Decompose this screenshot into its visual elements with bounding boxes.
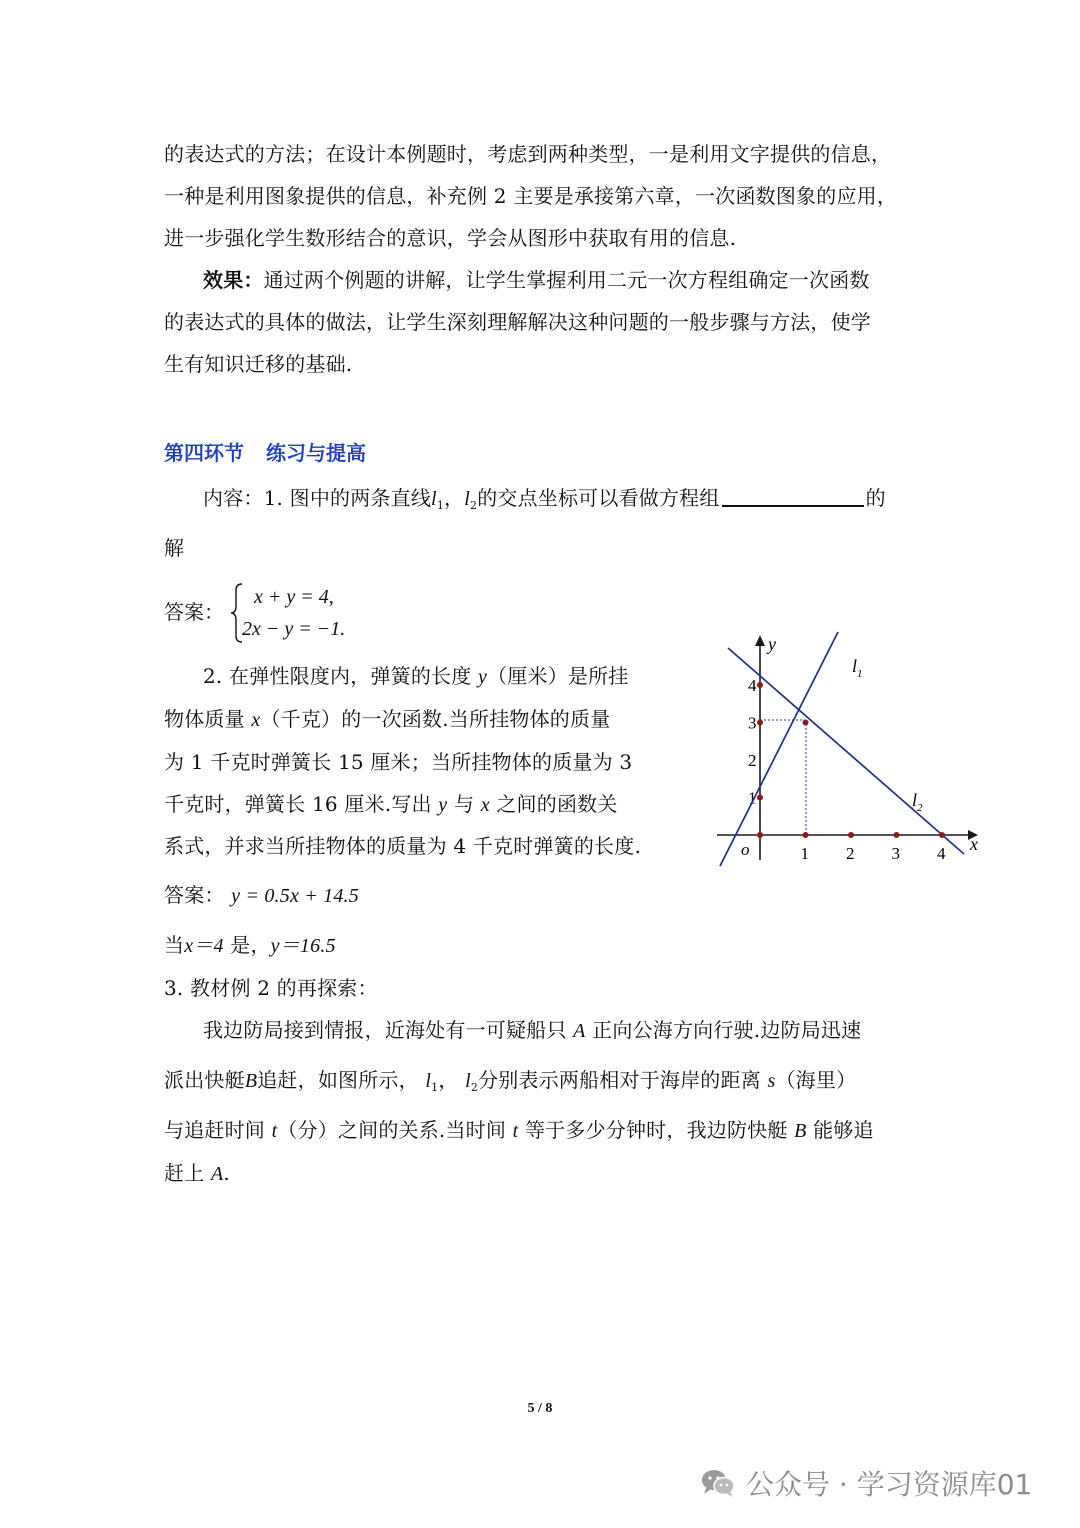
when-x: x＝4 [184, 935, 224, 957]
answer-blank [722, 487, 864, 507]
effect-line: 的表达式的具体的做法，让学生深刻理解解决这种问题的一般步骤与方法，使学 [164, 310, 871, 334]
equation-1: x + y = 4, [254, 586, 334, 608]
when-y: y＝16.5 [270, 935, 336, 957]
y-axis-arrow-icon [755, 635, 765, 646]
q2-text: （千克）的一次函数.当所挂物体的质量 [260, 707, 611, 731]
line-l2-label: $l_2$ [912, 790, 923, 814]
var-x: x [251, 709, 261, 731]
q3-text: . [223, 1161, 230, 1185]
x-axis-label: x [970, 834, 978, 854]
q2-when [164, 932, 336, 959]
section-heading [164, 437, 366, 466]
var-s: s [767, 1070, 776, 1092]
line-l1 [720, 632, 838, 866]
page-number: 5 / 8 [527, 1401, 553, 1416]
var-l2: l [465, 1070, 471, 1092]
sub-1: 1 [431, 1081, 439, 1094]
wechat-icon [700, 1468, 736, 1498]
paragraph-line: 的表达式的方法；在设计本例题时，考虑到两种类型，一是利用文字提供的信息， [164, 142, 892, 166]
effect-text: 通过两个例题的讲解，让学生掌握利用二元一次方程组确定一次函数 [263, 268, 870, 292]
q2-line [164, 706, 610, 733]
origin-label: o [741, 840, 750, 859]
graph-point [803, 832, 809, 838]
q2-line: 为 1 千克时弹簧长 15 厘米；当所挂物体的质量为 3 [164, 750, 633, 774]
line-l1-label: $l_1$ [852, 656, 863, 680]
var-A: A [210, 1163, 224, 1185]
graph-point [848, 832, 854, 838]
answer-label: 答案： [164, 883, 225, 907]
sub-1: 1 [436, 499, 445, 512]
var-B: B [244, 1070, 258, 1092]
y-axis-label: y [768, 634, 776, 654]
answer-equation: y = 0.5x + 14.5 [231, 885, 359, 907]
paragraph-line: 进一步强化学生数形结合的意识，学会从图形中获取有用的信息. [164, 226, 737, 250]
q2-text: 是， [223, 933, 271, 957]
effect-line: 生有知识迁移的基础. [164, 352, 353, 376]
q3-text: 分别表示两船相对于海岸的距离 [478, 1068, 761, 1092]
coordinate-graph [712, 628, 1002, 878]
q2-text: 当 [164, 933, 185, 957]
var-l2: l [464, 488, 470, 510]
q3-line [164, 1067, 856, 1101]
graph-point [894, 832, 900, 838]
q3-text: 正向公海方向行驶.边防局迅速 [592, 1018, 862, 1042]
sub-2: 2 [470, 1081, 479, 1094]
q1-line2: 解 [164, 536, 185, 560]
q3-line [164, 1117, 874, 1144]
q3-title: 3. 教材例 2 的再探索： [164, 976, 378, 1000]
q1-middle: 的交点坐标可以看做方程组 [477, 486, 720, 510]
y-tick-label: 4 [748, 676, 757, 695]
graph-point [939, 832, 945, 838]
q2-answer [164, 882, 359, 909]
x-tick-label: 1 [800, 844, 809, 863]
q2-line [164, 791, 618, 818]
y-tick-label: 2 [748, 751, 757, 770]
watermark-text: 公众号 · 学习资源库01 [746, 1468, 1033, 1501]
graph-point [803, 720, 809, 726]
q2-text: 物体质量 [164, 707, 245, 731]
q3-text: （海里） [775, 1068, 857, 1092]
x-tick-label: 4 [937, 844, 946, 863]
y-tick-label: 3 [748, 713, 757, 733]
var-t: t [512, 1120, 519, 1142]
q3-text: 与追赶时间 [164, 1118, 265, 1142]
q1-suffix: 的 [865, 486, 886, 510]
q2-text: 千克时，弹簧长 16 厘米.写出 [164, 792, 432, 816]
effect-line [203, 267, 870, 293]
var-l1: l [431, 488, 437, 510]
q1-line [203, 485, 886, 519]
watermark [700, 1463, 1032, 1503]
q2-line [203, 663, 629, 690]
paragraph-line: 一种是利用图象提供的信息，补充例 2 主要是承接第六章，一次函数图象的应用， [164, 184, 898, 208]
var-B: B [794, 1120, 807, 1142]
effect-label: 效果： [203, 268, 264, 292]
q3-text: 我边防局接到情报，近海处有一可疑船只 [203, 1018, 567, 1042]
q2-text: （厘米）是所挂 [487, 664, 629, 688]
q2-line: 系式，并求当所挂物体的质量为 4 千克时弹簧的长度. [164, 834, 641, 858]
var-x: x [480, 794, 490, 816]
q2-text: 2. 在弹性限度内，弹簧的长度 [203, 664, 472, 688]
q3-text: 派出快艇 [164, 1068, 245, 1092]
q2-text: 之间的函数关 [496, 792, 618, 816]
answer-label: 答案： [164, 600, 224, 624]
q3-text: 等于多少分钟时，我边防快艇 [524, 1118, 788, 1142]
var-t: t [271, 1120, 278, 1142]
graph-point [757, 795, 763, 801]
q3-text: 赶上 [164, 1161, 205, 1185]
q3-text: 能够追 [813, 1118, 874, 1142]
q2-text: 与 [453, 792, 475, 816]
q3-line [203, 1017, 861, 1044]
var-l1: l [425, 1070, 432, 1092]
var-A: A [573, 1020, 586, 1042]
q3-text: （分）之间的关系.当时间 [277, 1118, 507, 1142]
graph-point [757, 682, 763, 688]
section-number: 第四环节 [164, 441, 244, 465]
q3-line [164, 1160, 230, 1187]
line-l2 [728, 648, 964, 854]
equation-2: 2x − y = −1. [242, 618, 346, 640]
graph-point [757, 832, 763, 838]
x-tick-label: 2 [846, 844, 855, 863]
x-tick-label: 3 [891, 844, 900, 863]
graph-point [757, 720, 763, 726]
section-title: 练习与提高 [266, 441, 366, 465]
comma: ， [444, 486, 465, 510]
var-y: y [438, 794, 448, 816]
q3-text: 追赶，如图所示， [257, 1068, 419, 1092]
var-y: y [478, 666, 488, 688]
q1-prefix: 内容：1. 图中的两条直线 [203, 486, 432, 510]
sub-2: 2 [469, 499, 478, 512]
y-tick-label: 1 [748, 788, 757, 808]
comma: ， [438, 1068, 459, 1092]
